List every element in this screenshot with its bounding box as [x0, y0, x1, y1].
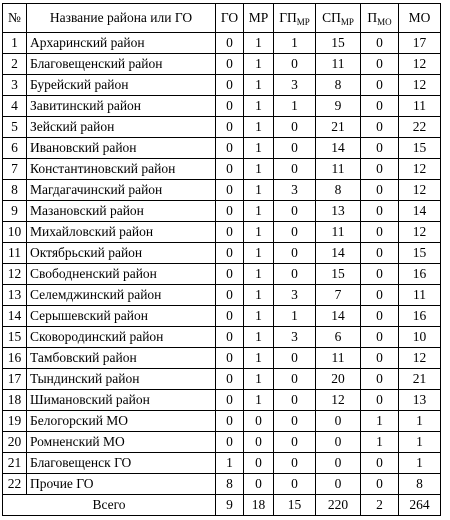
cell-name: Тындинский район [27, 369, 216, 390]
cell-go: 0 [216, 432, 244, 453]
cell-mr: 1 [244, 369, 274, 390]
cell-mo: 12 [399, 180, 441, 201]
cell-mr: 0 [244, 474, 274, 495]
cell-mo: 8 [399, 474, 441, 495]
table-row [3, 264, 441, 285]
table-row [3, 453, 441, 474]
cell-name: Октябрьский район [27, 243, 216, 264]
header-p-sub: МО [377, 17, 392, 27]
cell-name: Тамбовский район [27, 348, 216, 369]
cell-mr: 1 [244, 327, 274, 348]
cell-sp: 12 [316, 390, 361, 411]
cell-sp: 0 [316, 453, 361, 474]
cell-mo: 21 [399, 369, 441, 390]
cell-num: 4 [3, 96, 27, 117]
cell-gp: 3 [274, 285, 316, 306]
cell-gp: 0 [274, 474, 316, 495]
cell-go: 0 [216, 138, 244, 159]
total-p: 2 [361, 495, 399, 516]
cell-sp: 14 [316, 306, 361, 327]
cell-go: 0 [216, 96, 244, 117]
cell-name: Благовещенский район [27, 54, 216, 75]
cell-name: Михайловский район [27, 222, 216, 243]
table-row [3, 75, 441, 96]
cell-gp: 0 [274, 222, 316, 243]
total-row [3, 495, 441, 516]
cell-mr: 0 [244, 411, 274, 432]
cell-name: Ромненский МО [27, 432, 216, 453]
cell-sp: 8 [316, 75, 361, 96]
cell-name: Магдагачинский район [27, 180, 216, 201]
cell-sp: 0 [316, 411, 361, 432]
header-gp-main: ГП [279, 10, 297, 25]
cell-p: 0 [361, 369, 399, 390]
cell-mo: 15 [399, 243, 441, 264]
header-p-main: П [367, 10, 378, 25]
cell-gp: 3 [274, 180, 316, 201]
table-row [3, 285, 441, 306]
cell-go: 0 [216, 75, 244, 96]
table-row [3, 222, 441, 243]
cell-gp: 0 [274, 54, 316, 75]
cell-num: 17 [3, 369, 27, 390]
cell-sp: 20 [316, 369, 361, 390]
table-row [3, 474, 441, 495]
cell-sp: 6 [316, 327, 361, 348]
cell-gp: 0 [274, 138, 316, 159]
table-row [3, 54, 441, 75]
cell-mo: 14 [399, 201, 441, 222]
total-mo: 264 [399, 495, 441, 516]
cell-go: 0 [216, 306, 244, 327]
header-name: Название района или ГО [27, 4, 216, 33]
cell-mr: 1 [244, 54, 274, 75]
cell-go: 0 [216, 348, 244, 369]
table-row [3, 327, 441, 348]
cell-go: 0 [216, 33, 244, 54]
cell-mr: 1 [244, 390, 274, 411]
cell-num: 9 [3, 201, 27, 222]
total-go: 9 [216, 495, 244, 516]
cell-num: 11 [3, 243, 27, 264]
cell-p: 0 [361, 75, 399, 96]
cell-p: 0 [361, 390, 399, 411]
cell-sp: 0 [316, 432, 361, 453]
cell-name: Серышевский район [27, 306, 216, 327]
cell-gp: 1 [274, 96, 316, 117]
cell-mr: 1 [244, 96, 274, 117]
cell-sp: 8 [316, 180, 361, 201]
cell-mo: 10 [399, 327, 441, 348]
cell-gp: 3 [274, 327, 316, 348]
cell-p: 0 [361, 201, 399, 222]
cell-num: 21 [3, 453, 27, 474]
cell-mo: 12 [399, 54, 441, 75]
cell-num: 6 [3, 138, 27, 159]
table-row [3, 369, 441, 390]
cell-go: 0 [216, 264, 244, 285]
cell-name: Завитинский район [27, 96, 216, 117]
cell-mr: 1 [244, 285, 274, 306]
cell-name: Ивановский район [27, 138, 216, 159]
cell-sp: 0 [316, 474, 361, 495]
cell-p: 0 [361, 327, 399, 348]
cell-num: 2 [3, 54, 27, 75]
cell-num: 18 [3, 390, 27, 411]
cell-mo: 15 [399, 138, 441, 159]
cell-sp: 14 [316, 243, 361, 264]
table-row [3, 432, 441, 453]
cell-mo: 1 [399, 453, 441, 474]
total-label: Всего [3, 495, 216, 516]
cell-mr: 1 [244, 33, 274, 54]
cell-p: 0 [361, 453, 399, 474]
cell-num: 16 [3, 348, 27, 369]
table-row [3, 243, 441, 264]
cell-go: 0 [216, 180, 244, 201]
cell-p: 0 [361, 243, 399, 264]
cell-name: Свободненский район [27, 264, 216, 285]
header-mo: МО [399, 4, 441, 33]
cell-mr: 1 [244, 75, 274, 96]
table-row [3, 306, 441, 327]
cell-sp: 11 [316, 54, 361, 75]
cell-gp: 0 [274, 243, 316, 264]
cell-mo: 12 [399, 222, 441, 243]
cell-mr: 1 [244, 306, 274, 327]
cell-gp: 0 [274, 369, 316, 390]
cell-go: 1 [216, 453, 244, 474]
cell-sp: 21 [316, 117, 361, 138]
cell-gp: 0 [274, 264, 316, 285]
cell-mo: 12 [399, 75, 441, 96]
cell-num: 10 [3, 222, 27, 243]
cell-num: 14 [3, 306, 27, 327]
cell-go: 0 [216, 159, 244, 180]
cell-gp: 1 [274, 33, 316, 54]
cell-mo: 1 [399, 411, 441, 432]
table-row [3, 348, 441, 369]
cell-name: Бурейский район [27, 75, 216, 96]
cell-num: 12 [3, 264, 27, 285]
cell-go: 0 [216, 201, 244, 222]
cell-mr: 1 [244, 180, 274, 201]
cell-num: 1 [3, 33, 27, 54]
cell-gp: 0 [274, 411, 316, 432]
header-p [361, 4, 399, 33]
cell-sp: 14 [316, 138, 361, 159]
cell-p: 0 [361, 348, 399, 369]
cell-p: 0 [361, 159, 399, 180]
cell-p: 0 [361, 138, 399, 159]
cell-mo: 11 [399, 96, 441, 117]
cell-sp: 11 [316, 222, 361, 243]
cell-go: 0 [216, 54, 244, 75]
cell-p: 0 [361, 96, 399, 117]
cell-go: 0 [216, 117, 244, 138]
cell-name: Мазановский район [27, 201, 216, 222]
districts-table [2, 3, 441, 516]
cell-name: Селемджинский район [27, 285, 216, 306]
cell-mo: 13 [399, 390, 441, 411]
cell-p: 1 [361, 411, 399, 432]
cell-mr: 1 [244, 159, 274, 180]
header-row [3, 4, 441, 33]
header-sp-sub: МР [340, 17, 354, 27]
cell-mr: 0 [244, 453, 274, 474]
cell-name: Благовещенск ГО [27, 453, 216, 474]
cell-go: 0 [216, 411, 244, 432]
cell-mr: 1 [244, 348, 274, 369]
table-row [3, 33, 441, 54]
cell-go: 0 [216, 285, 244, 306]
cell-mo: 12 [399, 159, 441, 180]
header-mr: МР [244, 4, 274, 33]
cell-mr: 1 [244, 117, 274, 138]
cell-sp: 15 [316, 264, 361, 285]
cell-name: Белогорский МО [27, 411, 216, 432]
cell-sp: 13 [316, 201, 361, 222]
cell-mr: 1 [244, 138, 274, 159]
table-row [3, 96, 441, 117]
cell-num: 15 [3, 327, 27, 348]
cell-p: 0 [361, 306, 399, 327]
cell-p: 0 [361, 180, 399, 201]
cell-mo: 22 [399, 117, 441, 138]
cell-sp: 15 [316, 33, 361, 54]
cell-name: Прочие ГО [27, 474, 216, 495]
cell-num: 5 [3, 117, 27, 138]
cell-gp: 0 [274, 390, 316, 411]
table-row [3, 411, 441, 432]
cell-mr: 1 [244, 243, 274, 264]
cell-gp: 0 [274, 117, 316, 138]
header-go: ГО [216, 4, 244, 33]
cell-gp: 1 [274, 306, 316, 327]
cell-p: 1 [361, 432, 399, 453]
header-sp-main: СП [322, 10, 341, 25]
cell-sp: 11 [316, 159, 361, 180]
cell-num: 8 [3, 180, 27, 201]
cell-sp: 7 [316, 285, 361, 306]
cell-sp: 11 [316, 348, 361, 369]
total-mr: 18 [244, 495, 274, 516]
cell-gp: 0 [274, 453, 316, 474]
table-row [3, 159, 441, 180]
cell-go: 0 [216, 369, 244, 390]
header-gp-sub: МР [296, 17, 310, 27]
cell-p: 0 [361, 222, 399, 243]
cell-p: 0 [361, 264, 399, 285]
cell-go: 0 [216, 222, 244, 243]
cell-sp: 9 [316, 96, 361, 117]
cell-mr: 1 [244, 264, 274, 285]
cell-gp: 0 [274, 159, 316, 180]
cell-mo: 17 [399, 33, 441, 54]
cell-go: 8 [216, 474, 244, 495]
cell-gp: 0 [274, 201, 316, 222]
cell-mo: 11 [399, 285, 441, 306]
cell-gp: 3 [274, 75, 316, 96]
cell-mo: 16 [399, 264, 441, 285]
cell-mr: 0 [244, 432, 274, 453]
cell-name: Архаринский район [27, 33, 216, 54]
cell-num: 13 [3, 285, 27, 306]
cell-p: 0 [361, 117, 399, 138]
cell-mo: 16 [399, 306, 441, 327]
cell-num: 7 [3, 159, 27, 180]
table-row [3, 180, 441, 201]
cell-num: 22 [3, 474, 27, 495]
cell-num: 3 [3, 75, 27, 96]
cell-p: 0 [361, 33, 399, 54]
cell-p: 0 [361, 54, 399, 75]
header-sp [316, 4, 361, 33]
cell-mo: 1 [399, 432, 441, 453]
cell-name: Зейский район [27, 117, 216, 138]
cell-mr: 1 [244, 201, 274, 222]
table-row [3, 117, 441, 138]
cell-p: 0 [361, 285, 399, 306]
table-row [3, 201, 441, 222]
total-sp: 220 [316, 495, 361, 516]
cell-gp: 0 [274, 348, 316, 369]
cell-name: Шимановский район [27, 390, 216, 411]
cell-mr: 1 [244, 222, 274, 243]
header-num: № [3, 4, 27, 33]
cell-gp: 0 [274, 432, 316, 453]
cell-go: 0 [216, 390, 244, 411]
total-gp: 15 [274, 495, 316, 516]
table-row [3, 390, 441, 411]
cell-p: 0 [361, 474, 399, 495]
cell-name: Константиновский район [27, 159, 216, 180]
table-row [3, 138, 441, 159]
cell-mo: 12 [399, 348, 441, 369]
cell-num: 20 [3, 432, 27, 453]
cell-name: Сковородинский район [27, 327, 216, 348]
cell-go: 0 [216, 327, 244, 348]
table-body [3, 33, 441, 495]
cell-num: 19 [3, 411, 27, 432]
cell-go: 0 [216, 243, 244, 264]
header-gp [274, 4, 316, 33]
